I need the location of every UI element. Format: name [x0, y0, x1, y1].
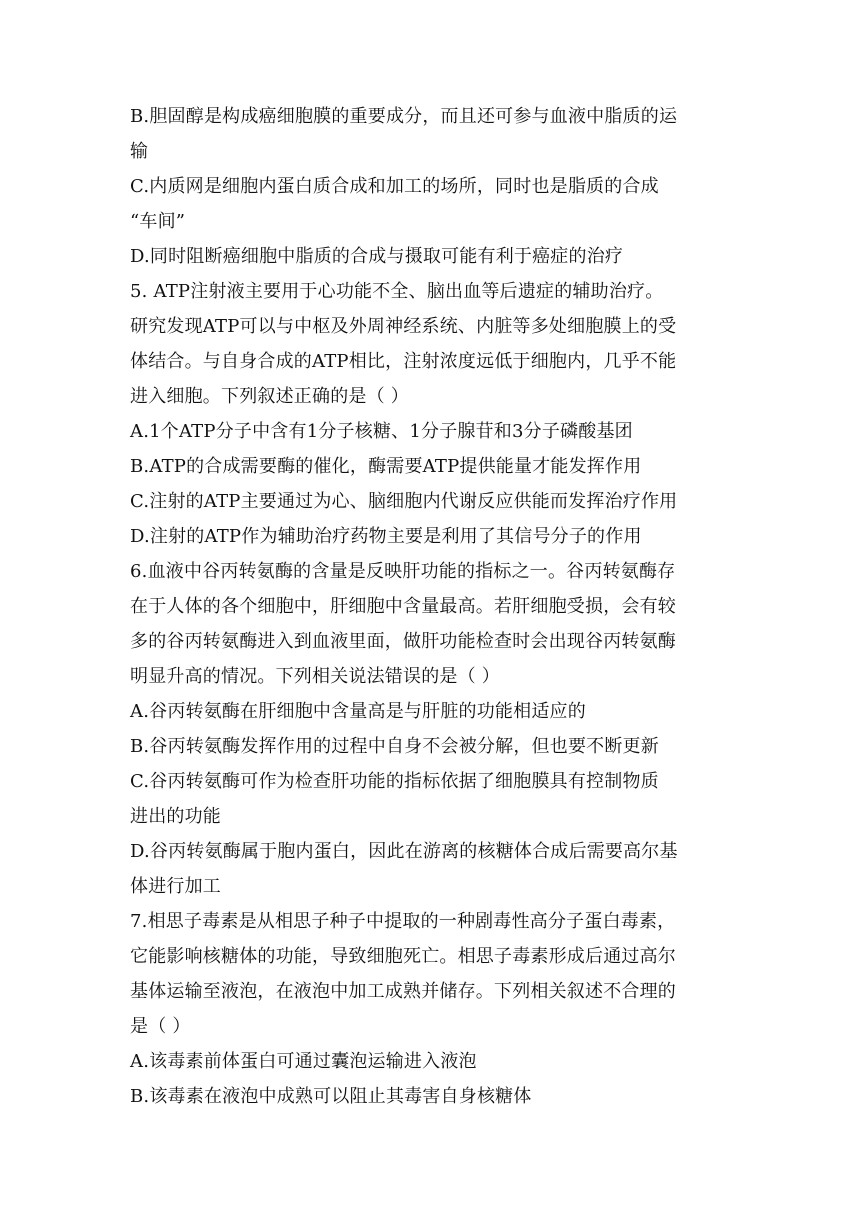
- text-line: 明显升高的情况。下列相关说法错误的是（ ）: [130, 666, 500, 687]
- option-c: C.注射的ATP主要通过为心、脑细胞内代谢反应供能而发挥治疗作用: [130, 491, 678, 512]
- text-line: 基体运输至液泡，在液泡中加工成熟并储存。下列相关叙述不合理的: [130, 981, 676, 1002]
- text-line: 进入细胞。下列叙述正确的是（ ）: [130, 386, 409, 407]
- option-b: B.谷丙转氨酶发挥作用的过程中自身不会被分解，但也要不断更新: [130, 736, 659, 757]
- text-line: B.胆固醇是构成癌细胞膜的重要成分，而且还可参与血液中脂质的运: [130, 106, 678, 127]
- option-d: D.谷丙转氨酶属于胞内蛋白，因此在游离的核糖体合成后需要高尔基: [130, 841, 678, 862]
- question-7-stem: 7.相思子毒素是从相思子种子中提取的一种剧毒性高分子蛋白毒素，: [130, 911, 676, 932]
- text-line: 多的谷丙转氨酶进入到血液里面，做肝功能检查时会出现谷丙转氨酶: [130, 631, 676, 652]
- text-line: “车间”: [130, 211, 186, 232]
- option-b: B.该毒素在液泡中成熟可以阻止其毒害自身核糖体: [130, 1086, 532, 1107]
- question-6-stem: 6.血液中谷丙转氨酶的含量是反映肝功能的指标之一。谷丙转氨酶存: [130, 561, 676, 582]
- option-a: A.1个ATP分子中含有1分子核糖、1分子腺苷和3分子磷酸基团: [130, 421, 633, 442]
- text-line: 体结合。与自身合成的ATP相比，注射浓度远低于细胞内，几乎不能: [130, 351, 677, 372]
- option-a: A.谷丙转氨酶在肝细胞中含量高是与肝脏的功能相适应的: [130, 701, 586, 722]
- text-line: 是（ ）: [130, 1016, 191, 1037]
- option-c: C.谷丙转氨酶可作为检查肝功能的指标依据了细胞膜具有控制物质: [130, 771, 659, 792]
- text-line: 进出的功能: [130, 806, 221, 827]
- question-5-stem: 5. ATP注射液主要用于心功能不全、脑出血等后遗症的辅助治疗。: [130, 281, 664, 302]
- text-line: 输: [130, 141, 149, 162]
- option-d: D.注射的ATP作为辅助治疗药物主要是利用了其信号分子的作用: [130, 526, 642, 547]
- text-line: 体进行加工: [130, 876, 221, 897]
- option-b: B.ATP的合成需要酶的催化，酶需要ATP提供能量才能发挥作用: [130, 456, 642, 477]
- option-a: A.该毒素前体蛋白可通过囊泡运输进入液泡: [130, 1051, 477, 1072]
- text-line: 在于人体的各个细胞中，肝细胞中含量最高。若肝细胞受损，会有较: [130, 596, 676, 617]
- text-line: 研究发现ATP可以与中枢及外周神经系统、内脏等多处细胞膜上的受: [130, 316, 677, 337]
- text-line: D.同时阻断癌细胞中脂质的合成与摄取可能有利于癌症的治疗: [130, 246, 624, 267]
- text-line: 它能影响核糖体的功能，导致细胞死亡。相思子毒素形成后通过高尔: [130, 946, 676, 967]
- text-line: C.内质网是细胞内蛋白质合成和加工的场所，同时也是脂质的合成: [130, 176, 659, 197]
